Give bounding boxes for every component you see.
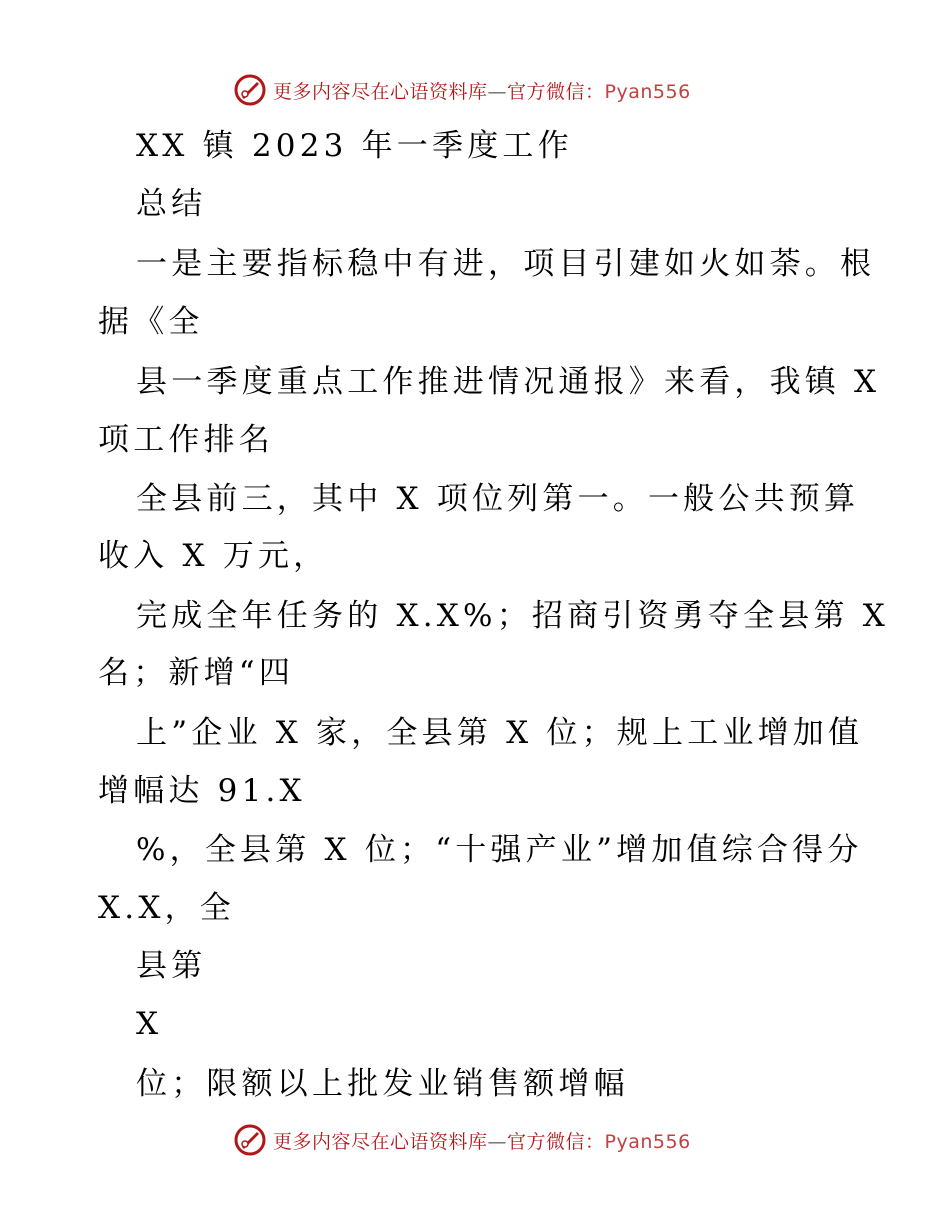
doc-line: 完成全年任务的 X.X%；招商引资勇夺全县第 X bbox=[136, 598, 890, 634]
doc-line: 名；新增“四 bbox=[98, 655, 295, 691]
watermark-wechat-id: Pyan556 bbox=[604, 80, 691, 103]
doc-line: 县第 bbox=[136, 948, 207, 984]
doc-line: 项工作排名 bbox=[98, 422, 274, 458]
watermark-dash: — bbox=[487, 80, 508, 103]
doc-line: 位；限额以上批发业销售额增幅 bbox=[136, 1066, 629, 1102]
doc-title-line-2: 总结 bbox=[136, 186, 207, 222]
watermark-wechat-id: Pyan556 bbox=[604, 1130, 691, 1153]
watermark-site: 更多内容尽在心语资料库 bbox=[273, 1130, 488, 1153]
quill-seal-icon bbox=[233, 73, 267, 107]
footer-watermark bbox=[233, 1122, 691, 1158]
watermark-label: 官方微信： bbox=[507, 1130, 605, 1153]
doc-title-line-1: XX 镇 2023 年一季度工作 bbox=[136, 128, 573, 164]
doc-line: 增幅达 91.X bbox=[98, 773, 306, 809]
doc-line: %，全县第 X 位；“十强产业”增加值综合得分 bbox=[136, 832, 863, 868]
doc-line: 据《全 bbox=[98, 304, 204, 340]
watermark-dash: — bbox=[487, 1130, 508, 1153]
doc-line: X.X，全 bbox=[98, 890, 235, 926]
doc-line: 全县前三，其中 X 项位列第一。一般公共预算 bbox=[136, 481, 860, 517]
watermark-site: 更多内容尽在心语资料库 bbox=[273, 80, 488, 103]
header-watermark bbox=[233, 72, 691, 108]
quill-seal-icon bbox=[233, 1123, 267, 1157]
doc-line: 上”企业 X 家，全县第 X 位；规上工业增加值 bbox=[136, 715, 864, 751]
watermark-label: 官方微信： bbox=[507, 80, 605, 103]
doc-line: 收入 X 万元， bbox=[98, 538, 329, 574]
doc-line: 一是主要指标稳中有进，项目引建如火如荼。根 bbox=[136, 246, 876, 282]
doc-line: 县一季度重点工作推进情况通报》来看，我镇 X bbox=[136, 364, 881, 400]
doc-line: X bbox=[136, 1006, 163, 1042]
